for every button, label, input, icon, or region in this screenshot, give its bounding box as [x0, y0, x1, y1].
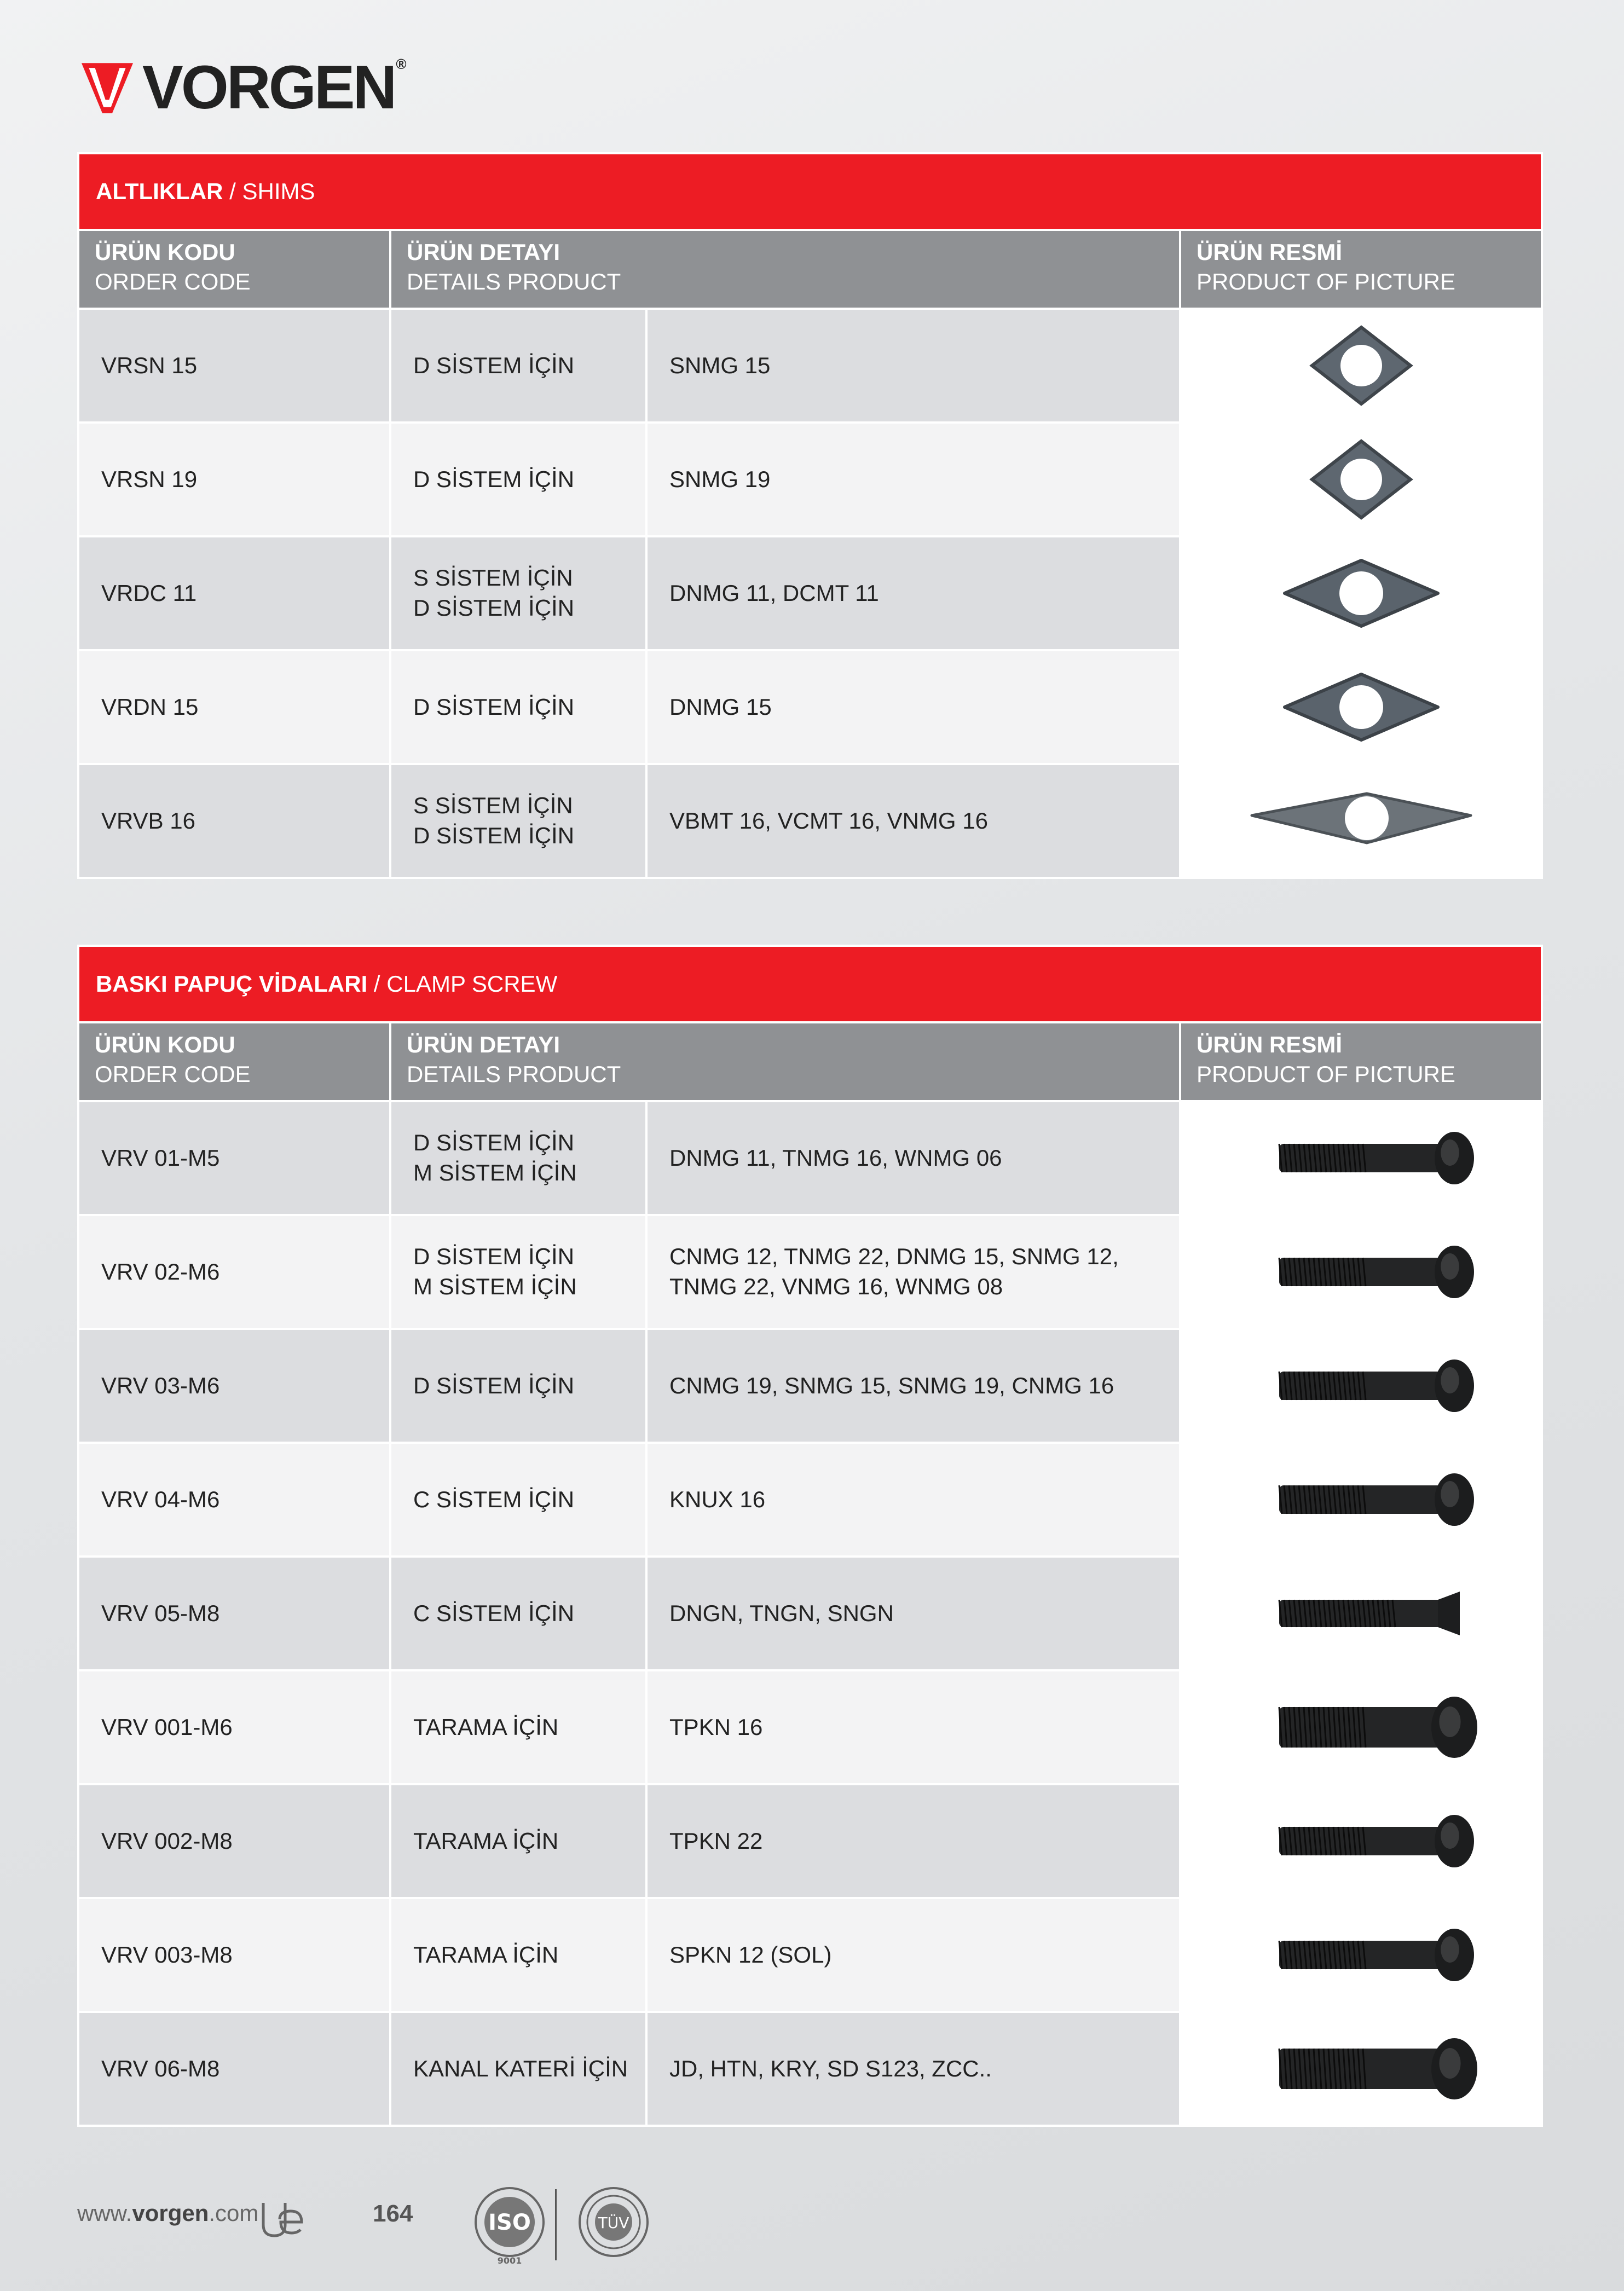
product-picture-cell — [1180, 1215, 1542, 1329]
screw-icon — [1230, 1223, 1493, 1321]
screw-icon — [1230, 1337, 1493, 1435]
table-row — [78, 1215, 1542, 1329]
tuv-certification-icon — [573, 2184, 655, 2269]
inserts-cell: DNGN, TNGN, SNGN — [646, 1557, 1180, 1670]
order-code-cell: VRV 002-M8 — [78, 1784, 390, 1898]
rhombic-shim-icon — [1230, 658, 1493, 756]
rhombic-shim-icon — [1230, 544, 1493, 643]
order-code-cell: VRV 02-M6 — [78, 1215, 390, 1329]
square-shim-icon — [1230, 430, 1493, 529]
footer-divider — [555, 2189, 557, 2260]
system-cell: D SİSTEM İÇİN — [390, 309, 646, 423]
system-cell: S SİSTEM İÇİN D SİSTEM İÇİN — [390, 536, 646, 650]
product-picture-cell — [1180, 1443, 1542, 1557]
order-code-cell: VRV 01-M5 — [78, 1101, 390, 1215]
order-code-cell: VRV 05-M8 — [78, 1557, 390, 1670]
thick-screw-icon — [1230, 2020, 1493, 2118]
iso-certification-icon — [469, 2184, 551, 2269]
product-picture-cell — [1180, 1898, 1542, 2012]
screw-icon — [1230, 1109, 1493, 1207]
svg-text:ISO: ISO — [488, 2210, 531, 2235]
vorgen-v-icon — [77, 57, 138, 118]
system-cell: TARAMA İÇİN — [390, 1898, 646, 2012]
order-code-cell: VRSN 19 — [78, 423, 390, 536]
page-number: 164 — [373, 2200, 413, 2227]
inserts-cell: CNMG 12, TNMG 22, DNMG 15, SNMG 12, TNMG 22, VNMG 16, WNMG 08 — [646, 1215, 1180, 1329]
vorgen-logo — [77, 55, 404, 120]
inserts-cell: JD, HTN, KRY, SD S123, ZCC.. — [646, 2012, 1180, 2126]
order-code-cell: VRSN 15 — [78, 309, 390, 423]
product-picture-cell — [1180, 650, 1542, 764]
system-cell: KANAL KATERİ İÇİN — [390, 2012, 646, 2126]
table-row — [78, 764, 1542, 878]
product-picture-cell — [1180, 1557, 1542, 1670]
shims-header-row — [78, 230, 1542, 309]
table-row — [78, 650, 1542, 764]
inserts-cell: DNMG 11, TNMG 16, WNMG 06 — [646, 1101, 1180, 1215]
order-code-cell: VRVB 16 — [78, 764, 390, 878]
clamp-screw-header-row — [78, 1022, 1542, 1101]
page-footer — [77, 2184, 734, 2266]
header-product-picture: ÜRÜN RESMİ PRODUCT OF PICTURE — [1180, 230, 1542, 309]
system-cell: D SİSTEM İÇİN — [390, 650, 646, 764]
product-picture-cell — [1180, 1784, 1542, 1898]
system-cell: D SİSTEM İÇİN M SİSTEM İÇİN — [390, 1101, 646, 1215]
screw-icon — [1230, 1792, 1493, 1890]
inserts-cell: SNMG 15 — [646, 309, 1180, 423]
product-picture-cell — [1180, 1329, 1542, 1443]
inserts-cell: CNMG 19, SNMG 15, SNMG 19, CNMG 16 — [646, 1329, 1180, 1443]
brand-name: VORGEN® — [142, 53, 404, 122]
system-cell: TARAMA İÇİN — [390, 1670, 646, 1784]
header-order-code: ÜRÜN KODU ORDER CODE — [78, 230, 390, 309]
inserts-cell: VBMT 16, VCMT 16, VNMG 16 — [646, 764, 1180, 878]
slim-rhombic-shim-icon — [1230, 772, 1493, 870]
thick-screw-icon — [1230, 1678, 1493, 1777]
order-code-cell: VRV 03-M6 — [78, 1329, 390, 1443]
shims-title: ALTLIKLAR / SHIMS — [78, 153, 1542, 230]
product-picture-cell — [1180, 1670, 1542, 1784]
table-row — [78, 1101, 1542, 1215]
table-row — [78, 423, 1542, 536]
inserts-cell: DNMG 15 — [646, 650, 1180, 764]
inserts-cell: TPKN 16 — [646, 1670, 1180, 1784]
order-code-cell: VRV 003-M8 — [78, 1898, 390, 2012]
order-code-cell: VRDC 11 — [78, 536, 390, 650]
shims-title-row — [78, 153, 1542, 230]
inserts-cell: SNMG 19 — [646, 423, 1180, 536]
product-picture-cell — [1180, 423, 1542, 536]
header-details-product: ÜRÜN DETAYI DETAILS PRODUCT — [390, 1022, 1180, 1101]
website-link[interactable]: www.vorgen.com — [77, 2200, 259, 2226]
table-row — [78, 309, 1542, 423]
product-picture-cell — [1180, 1101, 1542, 1215]
order-code-cell: VRV 001-M6 — [78, 1670, 390, 1784]
header-order-code: ÜRÜN KODU ORDER CODE — [78, 1022, 390, 1101]
clamp-screw-table — [77, 945, 1543, 2127]
table-row — [78, 2012, 1542, 2126]
system-cell: C SİSTEM İÇİN — [390, 1443, 646, 1557]
table-row — [78, 1784, 1542, 1898]
product-picture-cell — [1180, 536, 1542, 650]
order-code-cell: VRDN 15 — [78, 650, 390, 764]
table-row — [78, 1329, 1542, 1443]
product-picture-cell — [1180, 309, 1542, 423]
table-row — [78, 1898, 1542, 2012]
table-row — [78, 1557, 1542, 1670]
system-cell: C SİSTEM İÇİN — [390, 1557, 646, 1670]
clamp-screw-title: BASKI PAPUÇ VİDALARI / CLAMP SCREW — [78, 946, 1542, 1022]
system-cell: D SİSTEM İÇİN — [390, 423, 646, 536]
brand-mark-icon — [258, 2195, 307, 2247]
table-row — [78, 536, 1542, 650]
inserts-cell: KNUX 16 — [646, 1443, 1180, 1557]
inserts-cell: SPKN 12 (SOL) — [646, 1898, 1180, 2012]
system-cell: D SİSTEM İÇİN — [390, 1329, 646, 1443]
svg-text:TÜV: TÜV — [598, 2214, 629, 2232]
product-picture-cell — [1180, 2012, 1542, 2126]
order-code-cell: VRV 06-M8 — [78, 2012, 390, 2126]
product-picture-cell — [1180, 764, 1542, 878]
inserts-cell: TPKN 22 — [646, 1784, 1180, 1898]
system-cell: S SİSTEM İÇİN D SİSTEM İÇİN — [390, 764, 646, 878]
system-cell: TARAMA İÇİN — [390, 1784, 646, 1898]
header-details-product: ÜRÜN DETAYI DETAILS PRODUCT — [390, 230, 1180, 309]
table-row — [78, 1443, 1542, 1557]
screw-icon — [1230, 1906, 1493, 2004]
inserts-cell: DNMG 11, DCMT 11 — [646, 536, 1180, 650]
header-product-picture: ÜRÜN RESMİ PRODUCT OF PICTURE — [1180, 1022, 1542, 1101]
screw-icon — [1230, 1450, 1493, 1549]
order-code-cell: VRV 04-M6 — [78, 1443, 390, 1557]
square-shim-icon — [1230, 316, 1493, 415]
table-row — [78, 1670, 1542, 1784]
svg-text:9001: 9001 — [497, 2255, 522, 2266]
countersunk-screw-icon — [1230, 1564, 1493, 1663]
shims-table — [77, 152, 1543, 879]
system-cell: D SİSTEM İÇİN M SİSTEM İÇİN — [390, 1215, 646, 1329]
clamp-screw-title-row — [78, 946, 1542, 1022]
